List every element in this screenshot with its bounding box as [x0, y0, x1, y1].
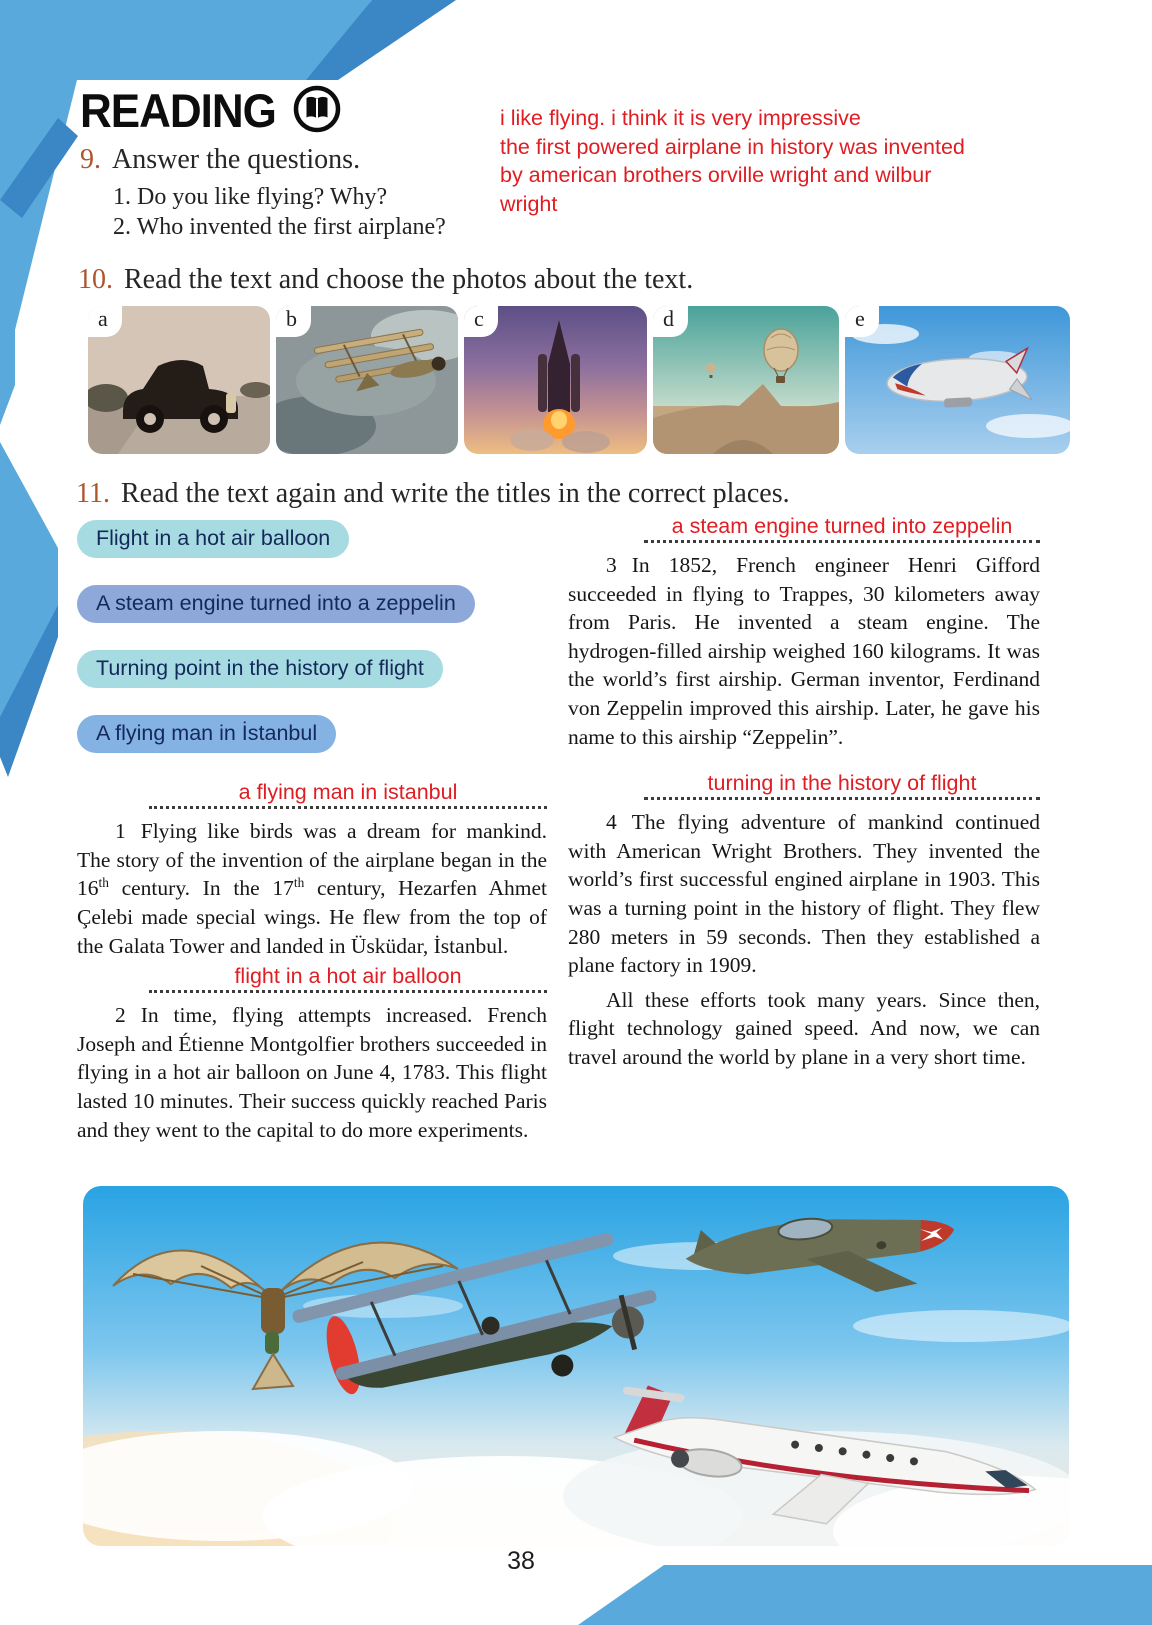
section-header [80, 84, 342, 139]
title-options-list [77, 520, 547, 753]
paragraph-2: 2 In time, flying attempts increased. French Joseph and Étienne Montgolfier brothers succeeded in flying in a hot air balloon on June 4, 1783. This flight lasted 10 minutes. Their success quickly reached Paris and they went to the capital to do more experiments. [77, 1003, 547, 1142]
photo-option-d [653, 306, 839, 454]
photo-option-e [845, 306, 1070, 454]
zeppelin-photo [845, 306, 1070, 454]
photo-label: a [88, 306, 122, 337]
handwritten-line: by american brothers orville wright and wilbur [500, 163, 932, 188]
handwritten-line: i like flying. i think it is very impressive [500, 106, 861, 130]
bottom-right-decoration [578, 1565, 1152, 1625]
title-answer-slot [644, 771, 1040, 800]
handwritten-line: the first powered airplane in history was invented [500, 134, 965, 159]
exercise-instruction: Read the text and choose the photos about the text. [124, 264, 694, 295]
exercise-11 [76, 478, 790, 510]
photo-label: b [276, 306, 311, 337]
title-answer-slot [149, 780, 547, 809]
photo-option-a [88, 306, 270, 454]
exercise-number: 9. [80, 144, 101, 175]
text-column-right [568, 510, 1040, 1074]
exercise-10 [78, 264, 693, 296]
paragraph-number: 3 [606, 553, 617, 577]
photo-label: e [845, 306, 879, 337]
exercise-9 [80, 144, 446, 242]
page-number: 38 [507, 1547, 535, 1575]
paragraph-number: 4 [606, 810, 617, 835]
title-option-pill: Turning point in the history of flight [77, 650, 443, 688]
handwritten-title: turning in the history of flight [707, 771, 977, 796]
paragraph-4: 4 The flying adventure of mankind continued with American Wright Brothers. They invented the world’s first successful engined airplane in 1903. This was a turning point in the history of flight. They flew 280 meters in 59 seconds. Then they established a plane factory in 1909. [568, 810, 1040, 978]
question-item: 1. Do you like flying? Why? [113, 184, 388, 210]
photo-option-b [276, 306, 458, 454]
exercise-number: 10. [78, 264, 113, 295]
handwritten-line: wright [500, 191, 558, 216]
page-title: READING [80, 84, 276, 138]
photo-label: c [464, 306, 498, 337]
handwritten-answers-ex9 [500, 104, 980, 218]
exercise-instruction: Read the text again and write the titles in the correct places. [120, 478, 790, 509]
question-item: 2. Who invented the first airplane? [113, 214, 446, 240]
handwritten-title: a steam engine turned into zeppelin [671, 514, 1013, 538]
paragraph-number: 2 [115, 1003, 126, 1028]
text-column-left [77, 520, 547, 1146]
photo-options-strip [88, 306, 1070, 454]
title-option-pill: A flying man in İstanbul [77, 715, 336, 753]
paragraph-1: 1 Flying like birds was a dream for mankind. The story of the invention of the airplane began in the 16th century. In the 17th century, Hezarfen Ahmet Çelebi made special wings. He flew from the top of the Galata Tower and landed in Üsküdar, İstanbul. [77, 819, 548, 958]
aircraft-history-collage [83, 1186, 1069, 1546]
photo-label: d [653, 306, 688, 337]
photo-option-c [464, 306, 647, 454]
title-option-pill: Flight in a hot air balloon [77, 520, 349, 558]
title-answer-slot [644, 514, 1040, 543]
title-answer-slot [149, 964, 547, 993]
open-book-icon [292, 84, 342, 139]
title-option-pill: A steam engine turned into a zeppelin [77, 585, 475, 623]
closing-paragraph: All these efforts took many years. Since then, flight technology gained speed. And now, we can travel around the world by plane in a very short time. [568, 987, 1040, 1069]
exercise-instruction: Answer the questions. [112, 144, 361, 175]
paragraph-3: 3 In 1852, French engineer Henri Gifford succeeded in flying to Trappes, 30 kilometers away from Paris. He invented a steam engine. The hydrogen-filled airship weighed 160 kilograms. It was the world’s first airship. German inventor, Ferdinand von Zeppelin improved this airship. Later, he gave his name to this airship “Zeppelin”. [568, 553, 1040, 749]
exercise-number: 11. [76, 478, 110, 509]
paragraph-number: 1 [115, 819, 126, 843]
handwritten-title: flight in a hot air balloon [234, 964, 462, 989]
handwritten-title: a flying man in istanbul [238, 780, 458, 804]
